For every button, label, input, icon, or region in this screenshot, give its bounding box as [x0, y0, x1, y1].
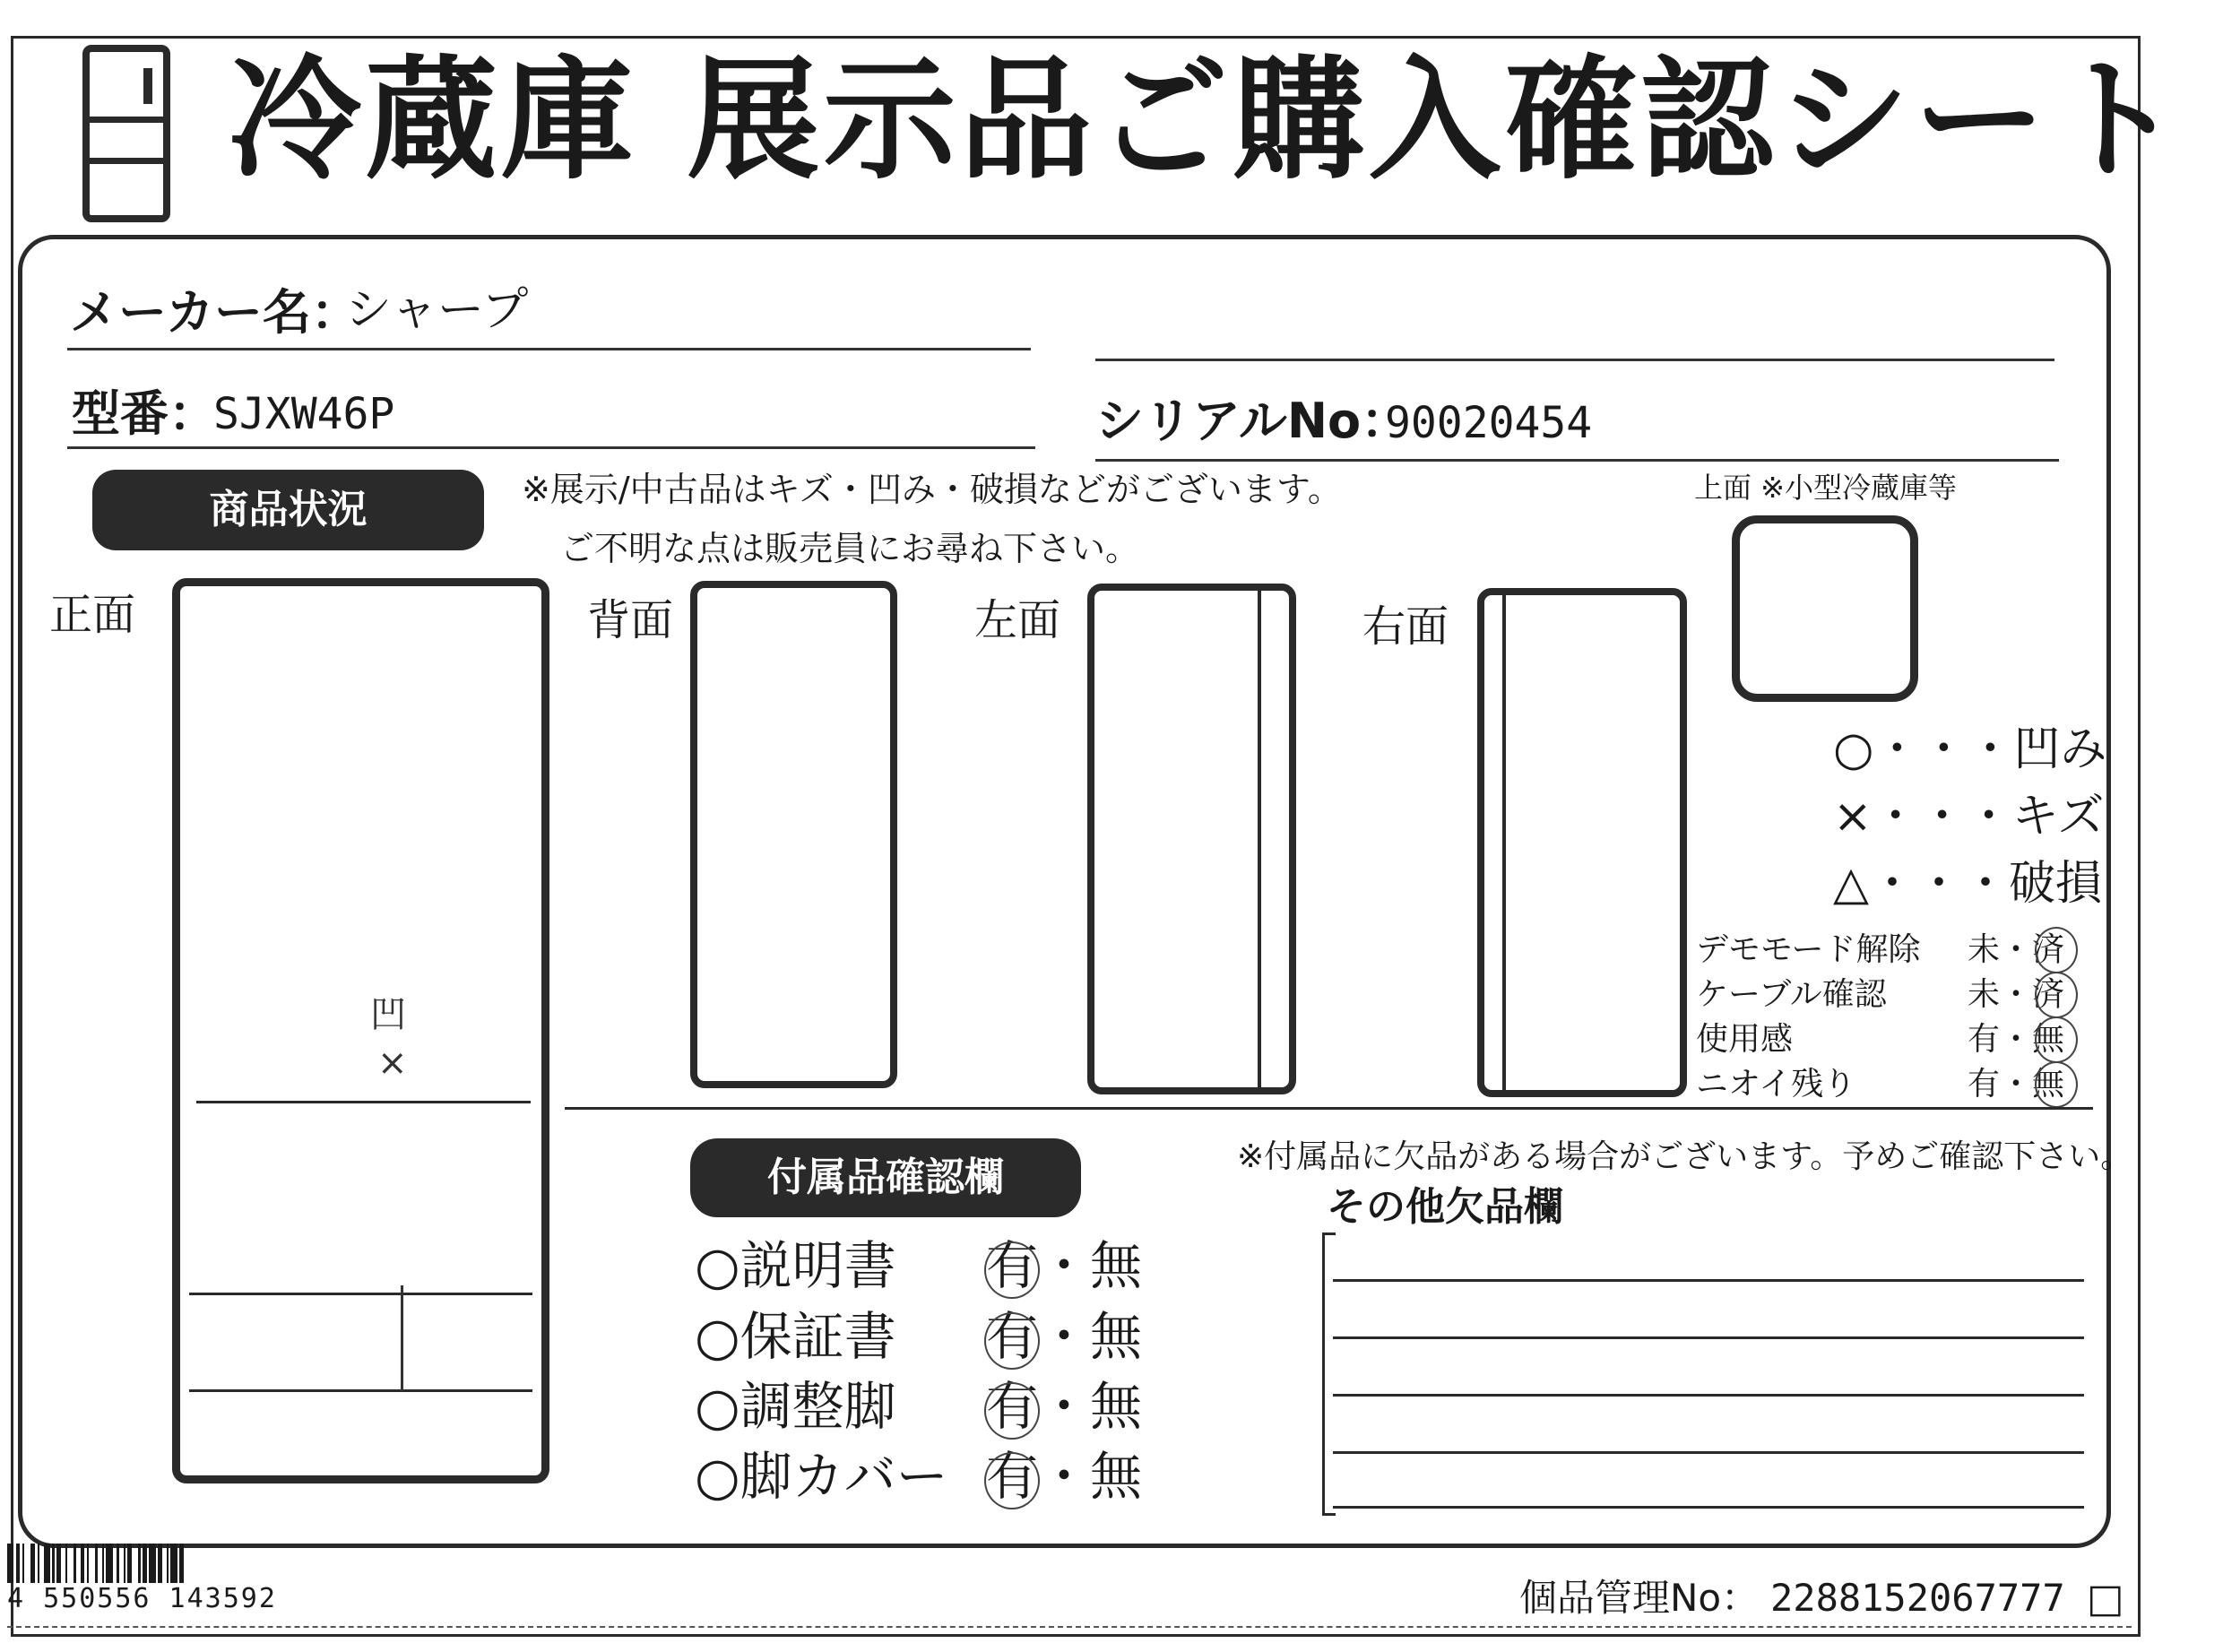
- barcode-bar: [179, 1544, 184, 1583]
- barcode-bar: [7, 1544, 13, 1583]
- missing-items-area[interactable]: [1322, 1233, 2084, 1519]
- check-demo-mode-selected-circle: [2035, 927, 2078, 973]
- model-value: SJXW46P: [213, 389, 395, 439]
- accessory-manual-label: ○説明書: [695, 1235, 896, 1296]
- barcode-bar: [95, 1544, 97, 1583]
- check-wear-options[interactable]: 有・無: [1968, 1021, 2065, 1058]
- check-demo-mode-label: デモモード解除: [1696, 931, 1921, 968]
- view-label-front: 正面: [49, 590, 136, 640]
- maker-value: シャープ: [345, 283, 529, 337]
- accessories-pill: 付属品確認欄: [690, 1138, 1081, 1217]
- barcode-bar: [127, 1544, 132, 1583]
- legend-dent: ○・・・凹み: [1833, 722, 2107, 776]
- barcode-bar: [16, 1544, 21, 1583]
- check-odor-label: ニオイ残り: [1696, 1066, 1856, 1103]
- control-no-value: 2288152067777: [1770, 1576, 2065, 1620]
- front-scratch-mark: ×: [377, 1042, 408, 1084]
- back-view-diagram: [690, 581, 897, 1088]
- refrigerator-icon: [82, 45, 170, 222]
- check-wear-selected-circle: [2035, 1016, 2078, 1063]
- accessory-adjuster-options[interactable]: 有・無: [986, 1376, 1143, 1437]
- barcode-bar: [138, 1544, 140, 1583]
- view-label-right: 右面: [1362, 601, 1449, 652]
- check-wear-label: 使用感: [1696, 1021, 1794, 1058]
- serial-value: 90020454: [1385, 398, 1593, 448]
- accessories-notice: ※付属品に欠品がある場合がございます。予めご確認下さい。: [1237, 1138, 2133, 1175]
- accessory-leg-cover-selected-circle: [984, 1452, 1040, 1509]
- barcode-bar: [44, 1544, 50, 1583]
- accessory-adjuster-label: ○調整脚: [695, 1376, 896, 1437]
- barcode: [7, 1544, 294, 1614]
- serial-label: シリアルNo：: [1095, 393, 1410, 449]
- barcode-bar: [117, 1544, 118, 1583]
- missing-items-label: その他欠品欄: [1327, 1184, 1563, 1230]
- accessory-manual-selected-circle: [984, 1241, 1040, 1299]
- barcode-bar: [38, 1544, 39, 1583]
- barcode-text: 4 550556 143592: [7, 1583, 277, 1614]
- accessory-leg-cover-label: ○脚カバー: [695, 1446, 948, 1507]
- condition-pill: 商品状況: [92, 470, 484, 550]
- check-cable-options[interactable]: 未・済: [1968, 976, 2065, 1013]
- accessory-warranty-options[interactable]: 有・無: [986, 1306, 1143, 1367]
- barcode-bar: [143, 1544, 147, 1583]
- barcode-bar: [56, 1544, 61, 1583]
- front-view-diagram: [172, 578, 549, 1483]
- barcode-bar: [102, 1544, 104, 1583]
- section-divider: [565, 1107, 2093, 1110]
- check-cable-label: ケーブル確認: [1696, 976, 1887, 1013]
- barcode-bar: [106, 1544, 112, 1583]
- page-title: 冷蔵庫 展示品ご購入確認シート: [229, 43, 2186, 197]
- barcode-bar: [87, 1544, 89, 1583]
- front-divider-1: [196, 1101, 531, 1103]
- barcode-bar: [124, 1544, 125, 1583]
- view-label-left: 左面: [974, 595, 1061, 645]
- check-odor-selected-circle: [2035, 1061, 2078, 1108]
- view-label-back: 背面: [587, 595, 674, 645]
- footer-dotted-line: [7, 1626, 2132, 1628]
- accessory-warranty-label: ○保証書: [695, 1306, 896, 1367]
- control-no-label: 個品管理No：: [1519, 1576, 1760, 1620]
- legend-damage: △・・・破損: [1833, 857, 2103, 911]
- front-divider-2: [189, 1293, 532, 1295]
- barcode-bar: [22, 1544, 24, 1583]
- barcode-bar: [65, 1544, 67, 1583]
- front-handwritten-stroke: [401, 1285, 403, 1391]
- accessory-warranty-selected-circle: [984, 1312, 1040, 1370]
- missing-line-3: [1333, 1394, 2084, 1397]
- left-view-diagram: [1087, 584, 1296, 1094]
- missing-line-2: [1333, 1336, 2084, 1339]
- front-dent-mark: 凹: [370, 994, 406, 1035]
- condition-notice-1: ※展示/中古品はキズ・凹み・破損などがございます。: [522, 470, 1342, 509]
- check-demo-mode-options[interactable]: 未・済: [1968, 931, 2065, 968]
- serial-underline: [1095, 459, 2059, 462]
- accessory-manual-options[interactable]: 有・無: [986, 1235, 1143, 1296]
- barcode-bar: [167, 1544, 169, 1583]
- check-odor-options[interactable]: 有・無: [1968, 1066, 2065, 1103]
- front-divider-3: [189, 1389, 532, 1392]
- barcode-bar: [81, 1544, 85, 1583]
- maker-label: メーカー名：: [70, 284, 359, 341]
- model-underline: [67, 446, 1035, 449]
- blank-underline: [1095, 359, 2054, 361]
- condition-notice-2: ご不明な点は販売員にお尋ね下さい。: [560, 529, 1140, 568]
- right-view-diagram: [1477, 588, 1687, 1097]
- footer-checkbox[interactable]: □: [2087, 1576, 2124, 1622]
- missing-line-1: [1333, 1279, 2084, 1282]
- missing-line-4: [1333, 1451, 2084, 1454]
- barcode-bar: [170, 1544, 177, 1583]
- top-view-diagram: [1732, 515, 1918, 702]
- barcode-bar: [74, 1544, 75, 1583]
- barcode-bar: [149, 1544, 155, 1583]
- view-label-top: 上面 ※小型冷蔵庫等: [1694, 471, 1957, 505]
- accessory-leg-cover-options[interactable]: 有・無: [986, 1446, 1143, 1507]
- legend-scratch: ×・・・キズ: [1833, 790, 2105, 843]
- model-label: 型番：: [72, 385, 217, 442]
- missing-line-5: [1333, 1506, 2084, 1509]
- barcode-bar: [52, 1544, 54, 1583]
- barcode-bar: [158, 1544, 162, 1583]
- check-cable-selected-circle: [2035, 972, 2078, 1018]
- maker-underline: [67, 348, 1031, 350]
- barcode-bar: [30, 1544, 35, 1583]
- accessory-adjuster-selected-circle: [984, 1382, 1040, 1440]
